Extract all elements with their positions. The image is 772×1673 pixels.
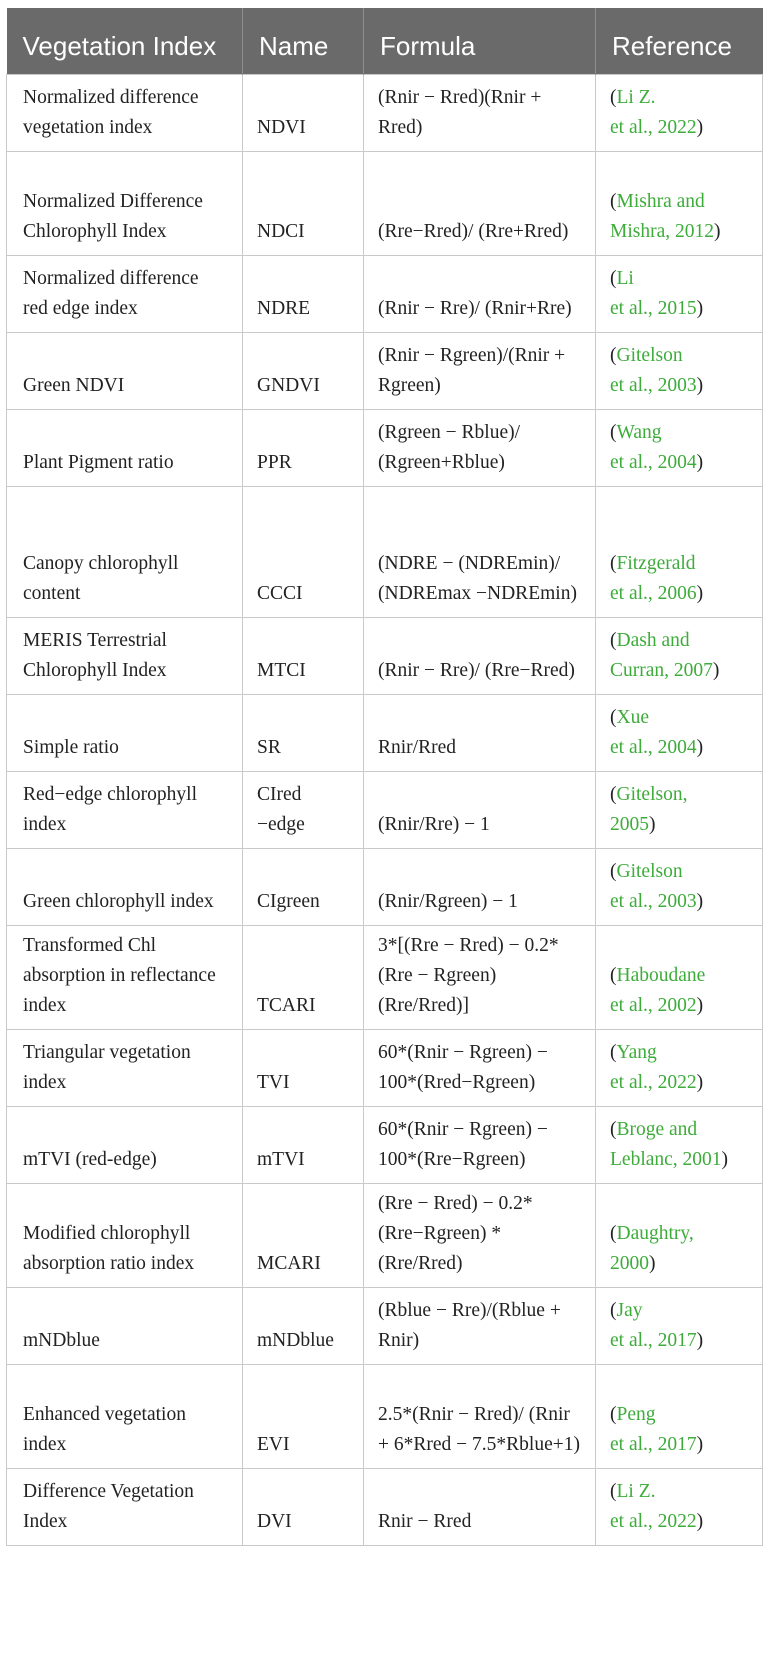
cell-reference — [596, 486, 763, 617]
reference-link-year[interactable]: 2000 — [610, 1252, 649, 1274]
reference-close-paren: ) — [696, 1433, 704, 1455]
header-name: Name — [243, 8, 364, 74]
reference-open-paren: ( — [610, 1118, 617, 1140]
reference-link-year[interactable]: et al., 2004 — [610, 736, 697, 758]
cell-formula: (Rblue − Rre)/(Rblue + Rnir) — [364, 1287, 596, 1364]
reference-close-paren: ) — [696, 374, 704, 396]
cell-name: CIred −edge — [243, 771, 364, 848]
reference-link-author[interactable]: Li Z. — [616, 1480, 656, 1502]
cell-name: CIgreen — [243, 848, 364, 925]
reference-close-paren: ) — [696, 582, 704, 604]
reference-open-paren: ( — [610, 964, 617, 986]
reference-open-paren: ( — [610, 1403, 617, 1425]
reference-link-author[interactable]: Gitelson, — [616, 783, 688, 805]
table-wrapper — [6, 8, 763, 1546]
cell-formula: Rnir/Rred — [364, 694, 596, 771]
table-header — [7, 8, 763, 74]
reference-open-paren: ( — [610, 267, 617, 289]
reference-link-author[interactable]: Daughtry, — [616, 1222, 694, 1244]
reference-link-year[interactable]: et al., 2017 — [610, 1329, 697, 1351]
table-row — [7, 848, 763, 925]
cell-name: DVI — [243, 1468, 364, 1545]
cell-reference — [596, 1287, 763, 1364]
reference-open-paren: ( — [610, 344, 617, 366]
cell-formula: 2.5*(Rnir − Rred)/ (Rnir + 6*Rred − 7.5*Rblue+1) — [364, 1364, 596, 1468]
header-reference: Reference — [596, 8, 763, 74]
table-row — [7, 332, 763, 409]
cell-name: mNDblue — [243, 1287, 364, 1364]
reference-link-year[interactable]: et al., 2017 — [610, 1433, 697, 1455]
cell-vegetation-index: MERIS Terrestrial Chlorophyll Index — [7, 617, 243, 694]
reference-link-year[interactable]: et al., 2003 — [610, 374, 697, 396]
cell-name: SR — [243, 694, 364, 771]
reference-close-paren: ) — [696, 890, 704, 912]
header-row — [7, 8, 763, 74]
cell-name: NDVI — [243, 74, 364, 151]
cell-reference — [596, 409, 763, 486]
cell-formula: 60*(Rnir − Rgreen) − 100*(Rre−Rgreen) — [364, 1106, 596, 1183]
reference-link-year[interactable]: 2005 — [610, 813, 649, 835]
cell-vegetation-index: Normalized difference vegetation index — [7, 74, 243, 151]
reference-link-author[interactable]: Wang — [616, 421, 662, 443]
reference-link-author[interactable]: Yang — [616, 1041, 657, 1063]
cell-reference — [596, 771, 763, 848]
cell-vegetation-index: Normalized difference red edge index — [7, 255, 243, 332]
reference-close-paren: ) — [714, 220, 721, 242]
reference-link-author[interactable]: Li Z. — [616, 86, 656, 108]
reference-link-author[interactable]: Jay — [616, 1299, 643, 1321]
reference-link-author[interactable]: Fitzgerald — [616, 552, 696, 574]
cell-name: MCARI — [243, 1183, 364, 1287]
cell-name: NDRE — [243, 255, 364, 332]
reference-open-paren: ( — [610, 1299, 617, 1321]
header-vegetation-index: Vegetation Index — [7, 8, 243, 74]
reference-open-paren: ( — [610, 629, 617, 651]
reference-link-author[interactable]: Mishra and — [616, 190, 705, 212]
cell-vegetation-index: mTVI (red-edge) — [7, 1106, 243, 1183]
table-row — [7, 255, 763, 332]
cell-reference — [596, 848, 763, 925]
table-row — [7, 409, 763, 486]
cell-formula: (Rnir − Rre)/ (Rnir+Rre) — [364, 255, 596, 332]
cell-reference — [596, 255, 763, 332]
reference-link-author[interactable]: Xue — [616, 706, 649, 728]
reference-open-paren: ( — [610, 860, 617, 882]
table-body — [7, 74, 763, 1545]
cell-formula: (Rnir/Rre) − 1 — [364, 771, 596, 848]
cell-formula: (Rnir − Rgreen)/(Rnir + Rgreen) — [364, 332, 596, 409]
reference-open-paren: ( — [610, 1222, 617, 1244]
cell-vegetation-index: Modified chlorophyll absorption ratio index — [7, 1183, 243, 1287]
cell-reference — [596, 1183, 763, 1287]
cell-name: TCARI — [243, 925, 364, 1029]
reference-link-author[interactable]: Peng — [616, 1403, 656, 1425]
reference-close-paren: ) — [696, 994, 704, 1016]
cell-formula: (Rnir/Rgreen) − 1 — [364, 848, 596, 925]
cell-formula: Rnir − Rred — [364, 1468, 596, 1545]
table-row — [7, 486, 763, 617]
cell-reference — [596, 151, 763, 255]
cell-vegetation-index: Difference Vegetation Index — [7, 1468, 243, 1545]
cell-name: CCCI — [243, 486, 364, 617]
table-row — [7, 1106, 763, 1183]
reference-close-paren: ) — [696, 116, 704, 138]
reference-link-author[interactable]: Gitelson — [616, 344, 683, 366]
reference-link-year[interactable]: Leblanc, 2001 — [610, 1148, 722, 1170]
reference-link-author[interactable]: Haboudane — [616, 964, 706, 986]
table-row — [7, 771, 763, 848]
reference-open-paren: ( — [610, 1480, 617, 1502]
table-row — [7, 694, 763, 771]
cell-vegetation-index: Green NDVI — [7, 332, 243, 409]
reference-close-paren: ) — [696, 1329, 704, 1351]
reference-link-year[interactable]: Mishra, 2012 — [610, 220, 714, 242]
cell-reference — [596, 1029, 763, 1106]
cell-formula: (Rre−Rred)/ (Rre+Rred) — [364, 151, 596, 255]
reference-link-year[interactable]: et al., 2015 — [610, 297, 697, 319]
reference-link-year[interactable]: et al., 2003 — [610, 890, 697, 912]
cell-name: TVI — [243, 1029, 364, 1106]
table-row — [7, 1183, 763, 1287]
cell-name: EVI — [243, 1364, 364, 1468]
reference-open-paren: ( — [610, 783, 617, 805]
cell-formula: 60*(Rnir − Rgreen) − 100*(Rred−Rgreen) — [364, 1029, 596, 1106]
cell-reference — [596, 1106, 763, 1183]
reference-link-author[interactable]: Dash and — [616, 629, 690, 651]
reference-close-paren: ) — [696, 451, 704, 473]
reference-open-paren: ( — [610, 706, 617, 728]
reference-link-year[interactable]: et al., 2022 — [610, 1071, 697, 1093]
reference-link-author[interactable]: Li — [616, 267, 634, 289]
cell-name: PPR — [243, 409, 364, 486]
cell-vegetation-index: Triangular vegetation index — [7, 1029, 243, 1106]
reference-link-author[interactable]: Gitelson — [616, 860, 683, 882]
reference-close-paren: ) — [712, 659, 720, 681]
cell-vegetation-index: Plant Pigment ratio — [7, 409, 243, 486]
reference-open-paren: ( — [610, 86, 617, 108]
reference-link-year[interactable]: et al., 2002 — [610, 994, 697, 1016]
reference-open-paren: ( — [610, 552, 617, 574]
cell-formula: (Rgreen − Rblue)/ (Rgreen+Rblue) — [364, 409, 596, 486]
reference-close-paren: ) — [649, 1252, 656, 1274]
reference-link-author[interactable]: Broge and — [616, 1118, 698, 1140]
cell-formula: (Rre − Rred) − 0.2*(Rre−Rgreen) * (Rre/Rred) — [364, 1183, 596, 1287]
reference-close-paren: ) — [696, 736, 704, 758]
cell-reference — [596, 1468, 763, 1545]
cell-name: NDCI — [243, 151, 364, 255]
cell-reference — [596, 74, 763, 151]
cell-reference — [596, 925, 763, 1029]
cell-vegetation-index: Green chlorophyll index — [7, 848, 243, 925]
table-row — [7, 1468, 763, 1545]
cell-reference — [596, 1364, 763, 1468]
table-row — [7, 74, 763, 151]
reference-close-paren: ) — [649, 813, 656, 835]
table-row — [7, 1029, 763, 1106]
cell-formula: (Rnir − Rred)(Rnir + Rred) — [364, 74, 596, 151]
table-row — [7, 1364, 763, 1468]
cell-formula: 3*[(Rre − Rred) − 0.2*(Rre − Rgreen) (Rre/Rred)] — [364, 925, 596, 1029]
cell-vegetation-index: Simple ratio — [7, 694, 243, 771]
cell-name: MTCI — [243, 617, 364, 694]
table-row — [7, 1287, 763, 1364]
cell-vegetation-index: Canopy chlorophyll content — [7, 486, 243, 617]
vegetation-index-table — [6, 8, 763, 1546]
cell-name: mTVI — [243, 1106, 364, 1183]
table-row — [7, 925, 763, 1029]
cell-reference — [596, 694, 763, 771]
reference-close-paren: ) — [696, 297, 704, 319]
cell-vegetation-index: Normalized Difference Chlorophyll Index — [7, 151, 243, 255]
cell-vegetation-index: Transformed Chl absorption in reflectance index — [7, 925, 243, 1029]
table-row — [7, 151, 763, 255]
reference-link-year[interactable]: et al., 2004 — [610, 451, 697, 473]
cell-vegetation-index: Red−edge chlorophyll index — [7, 771, 243, 848]
cell-name: GNDVI — [243, 332, 364, 409]
reference-link-year[interactable]: Curran, 2007 — [610, 659, 713, 681]
reference-link-year[interactable]: et al., 2022 — [610, 116, 697, 138]
table-row — [7, 617, 763, 694]
cell-vegetation-index: Enhanced vegetation index — [7, 1364, 243, 1468]
reference-open-paren: ( — [610, 190, 617, 212]
reference-close-paren: ) — [721, 1148, 729, 1170]
reference-link-year[interactable]: et al., 2022 — [610, 1510, 697, 1532]
reference-close-paren: ) — [696, 1510, 704, 1532]
cell-reference — [596, 617, 763, 694]
cell-formula: (Rnir − Rre)/ (Rre−Rred) — [364, 617, 596, 694]
reference-open-paren: ( — [610, 1041, 617, 1063]
cell-reference — [596, 332, 763, 409]
cell-vegetation-index: mNDblue — [7, 1287, 243, 1364]
header-formula: Formula — [364, 8, 596, 74]
reference-close-paren: ) — [696, 1071, 704, 1093]
reference-open-paren: ( — [610, 421, 617, 443]
reference-link-year[interactable]: et al., 2006 — [610, 582, 697, 604]
cell-formula: (NDRE − (NDREmin)/ (NDREmax −NDREmin) — [364, 486, 596, 617]
